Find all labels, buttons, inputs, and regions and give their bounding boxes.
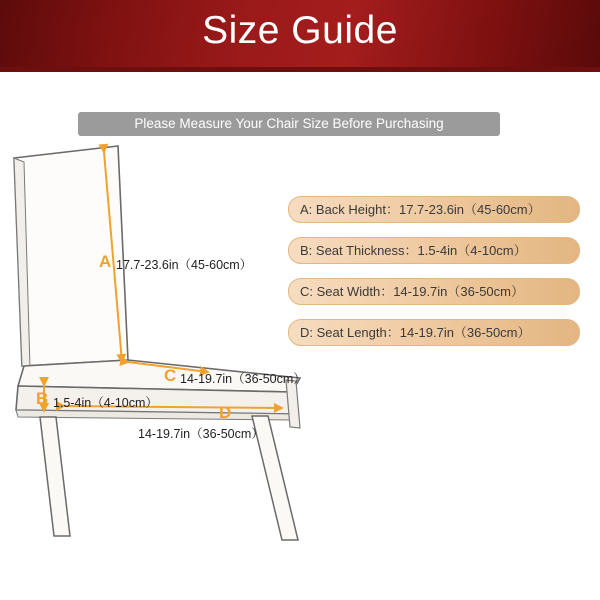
page-title: Size Guide [202, 9, 398, 52]
legend-row-d: D: Seat Length：14-19.7in（36-50cm） [288, 319, 580, 346]
subtitle-banner: Please Measure Your Chair Size Before Purchasing [78, 112, 500, 136]
dimension-value-a: 17.7-23.6in（45-60cm） [116, 258, 253, 272]
dimension-letter-c: C [164, 366, 177, 385]
dimension-letter-d: D [219, 403, 232, 422]
dimension-value-b: 1.5-4in（4-10cm） [53, 396, 158, 410]
chair-leg-back-right [286, 380, 300, 428]
dimension-value-d: 14-19.7in（36-50cm） [138, 427, 264, 441]
chair-leg-front-left [40, 417, 70, 536]
legend-row-a: A: Back Height：17.7-23.6in（45-60cm） [288, 196, 580, 223]
legend-row-b: B: Seat Thickness：1.5-4in（4-10cm） [288, 237, 580, 264]
dimension-value-c: 14-19.7in（36-50cm） [180, 372, 306, 386]
banner-bottom-divider [0, 67, 600, 72]
dimension-letter-b: B [36, 389, 49, 408]
legend-row-c: C: Seat Width：14-19.7in（36-50cm） [288, 278, 580, 305]
dimension-letter-a: A [99, 252, 112, 271]
measurement-legend [288, 196, 580, 360]
header-banner [0, 0, 600, 72]
